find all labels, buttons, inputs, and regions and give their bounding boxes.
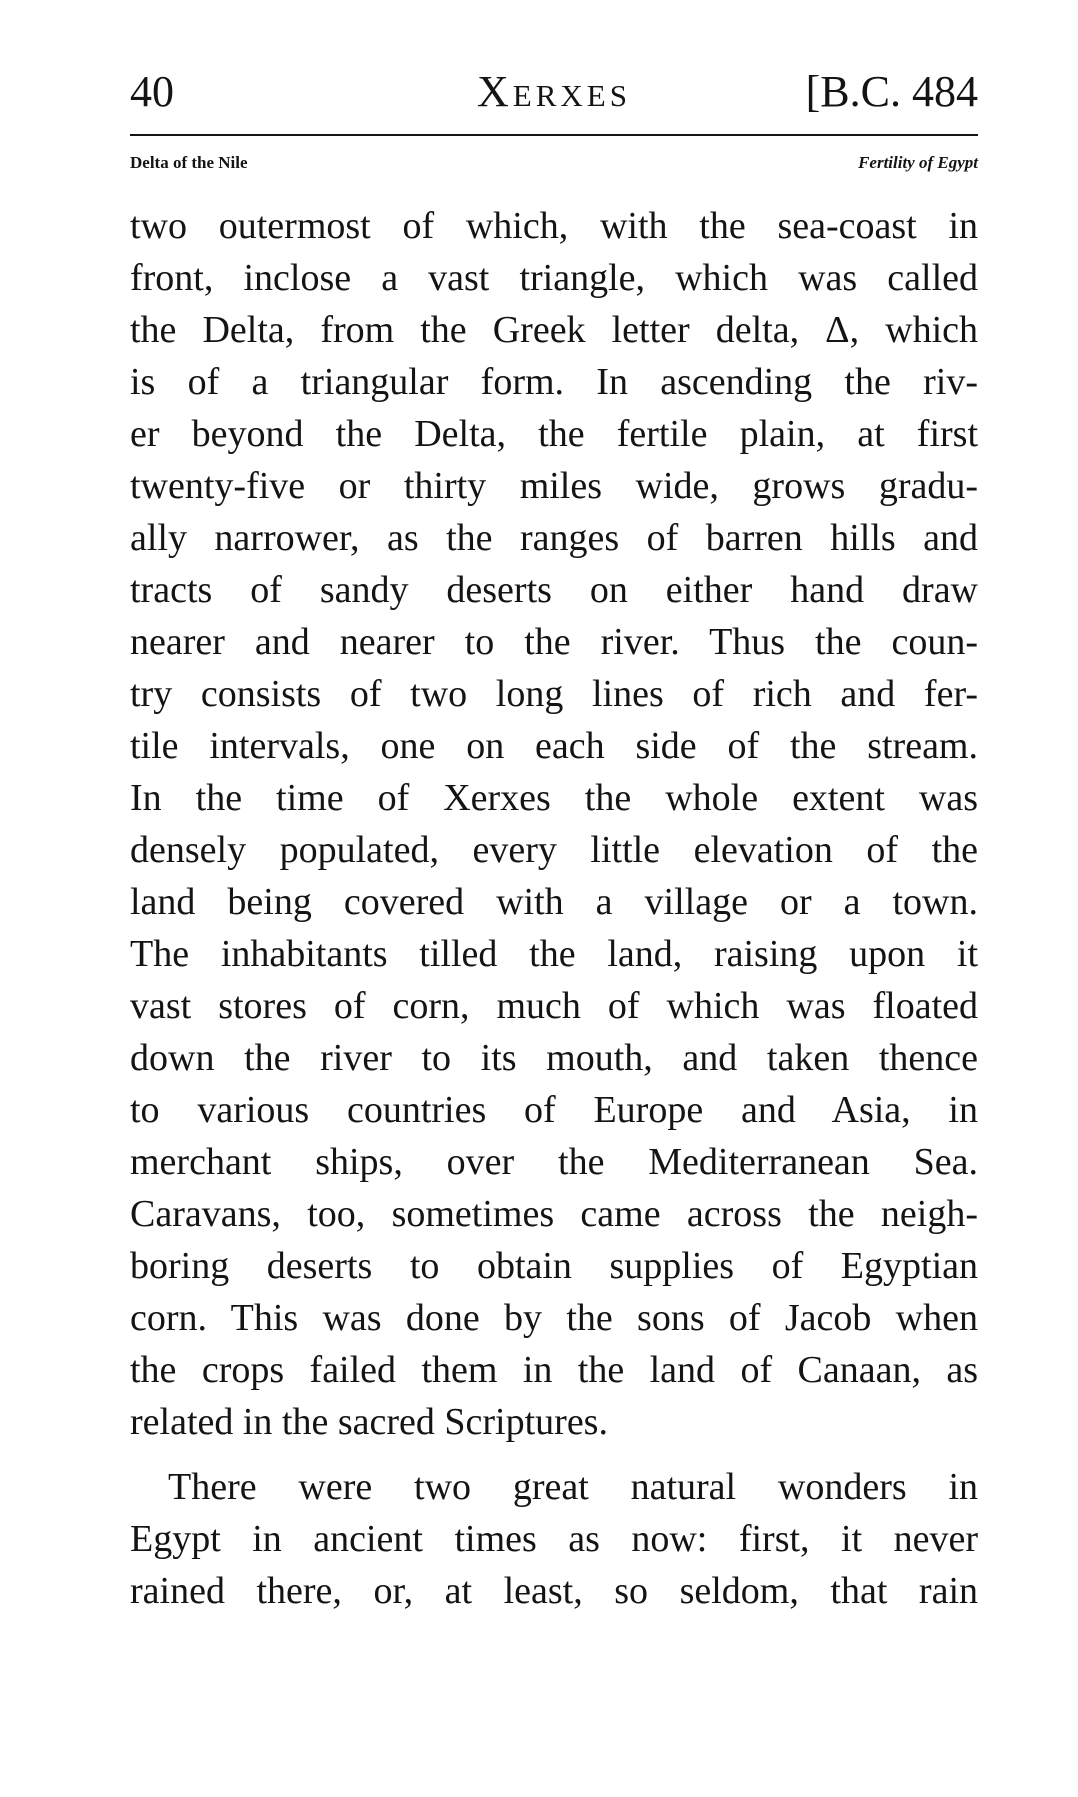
text-line: down the river to its mouth, and taken thence <box>130 1037 978 1079</box>
running-title: Xerxes <box>477 67 631 116</box>
text-line: front, inclose a vast triangle, which was called <box>130 257 978 299</box>
page-number: 40 <box>130 67 174 116</box>
text-line: try consists of two long lines of rich and fer- <box>130 673 978 715</box>
text-line: the Delta, from the Greek letter delta, Δ, which <box>130 309 978 351</box>
paragraph-1 <box>130 200 978 1448</box>
text-line: The inhabitants tilled the land, raising upon it <box>130 933 978 975</box>
text-line: tile intervals, one on each side of the stream. <box>130 725 978 767</box>
side-heading-right: Fertility of Egypt <box>858 153 978 172</box>
text-line: merchant ships, over the Mediterranean Sea. <box>130 1141 978 1183</box>
text-line: There were two great natural wonders in <box>168 1466 978 1508</box>
side-heading-left: Delta of the Nile <box>130 153 248 172</box>
text-line: Caravans, too, sometimes came across the neigh- <box>130 1193 978 1235</box>
paragraph-gap <box>130 1448 978 1461</box>
text-line: related in the sacred Scriptures. <box>130 1401 608 1443</box>
running-head <box>130 62 978 122</box>
text-line: rained there, or, at least, so seldom, that rain <box>130 1570 978 1612</box>
running-date: [B.C. 484 <box>805 67 978 116</box>
body-text <box>130 200 978 1617</box>
text-line: tracts of sandy deserts on either hand draw <box>130 569 978 611</box>
text-line: Egypt in ancient times as now: first, it never <box>130 1518 978 1560</box>
text-line: densely populated, every little elevation of the <box>130 829 978 871</box>
text-line: boring deserts to obtain supplies of Egyptian <box>130 1245 978 1287</box>
paragraph-2 <box>130 1461 978 1617</box>
text-line: corn. This was done by the sons of Jacob when <box>130 1297 978 1339</box>
text-line: ally narrower, as the ranges of barren hills and <box>130 517 978 559</box>
text-line: twenty-five or thirty miles wide, grows gradu- <box>130 465 978 507</box>
text-line: is of a triangular form. In ascending the riv- <box>130 361 978 403</box>
text-line: the crops failed them in the land of Canaan, as <box>130 1349 978 1391</box>
text-line: two outermost of which, with the sea-coast in <box>130 205 978 247</box>
text-line: In the time of Xerxes the whole extent was <box>130 777 978 819</box>
side-headings <box>130 148 978 178</box>
text-line: to various countries of Europe and Asia, in <box>130 1089 978 1131</box>
text-line: vast stores of corn, much of which was floated <box>130 985 978 1027</box>
text-line: er beyond the Delta, the fertile plain, at first <box>130 413 978 455</box>
header-rule <box>130 134 978 136</box>
text-line: land being covered with a village or a town. <box>130 881 978 923</box>
text-line: nearer and nearer to the river. Thus the coun- <box>130 621 978 663</box>
